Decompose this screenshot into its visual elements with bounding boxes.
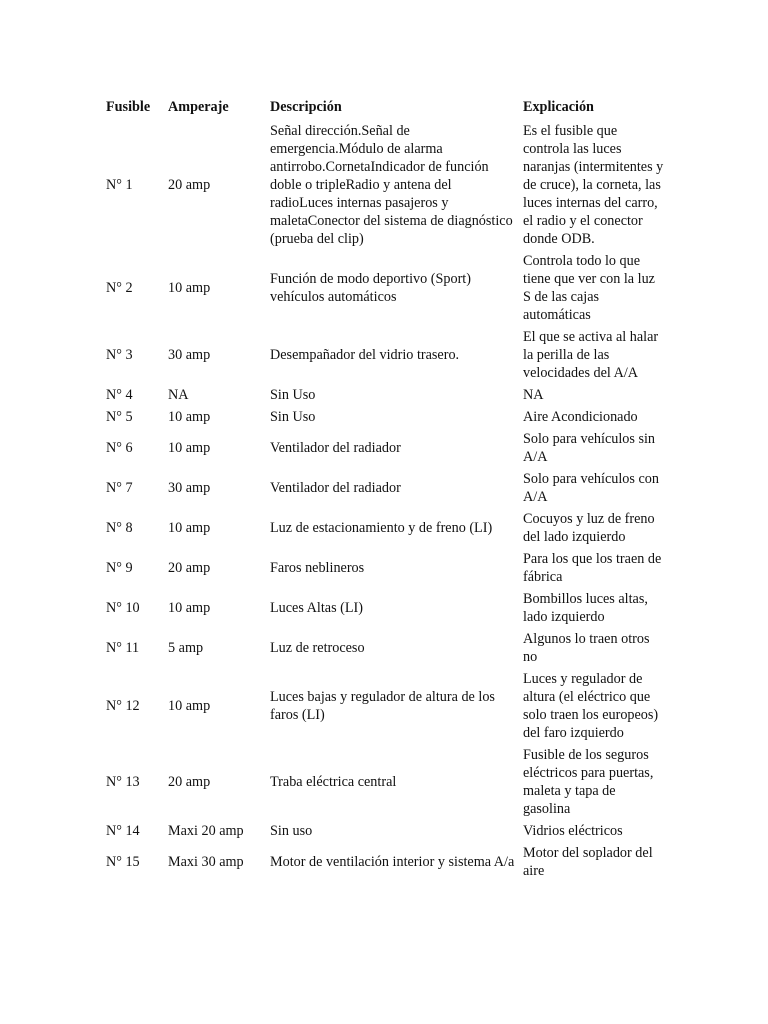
- cell-amp: 10 amp: [168, 409, 211, 425]
- cell-fuse: N° 7: [106, 480, 133, 496]
- table-row: [102, 548, 669, 588]
- cell-desc: Luz de retroceso: [270, 640, 365, 656]
- cell-fuse: N° 5: [106, 409, 133, 425]
- cell-amp: 10 amp: [168, 280, 211, 296]
- cell-amp: Maxi 20 amp: [168, 823, 244, 839]
- header-fusible: Fusible: [106, 99, 151, 115]
- cell-amp: 20 amp: [168, 177, 211, 193]
- table-row: [102, 428, 669, 468]
- cell-fuse: N° 11: [106, 640, 140, 656]
- table-row: [102, 384, 669, 406]
- cell-amp: 10 amp: [168, 698, 211, 714]
- header-amperaje: Amperaje: [168, 99, 229, 115]
- cell-desc: Sin Uso: [270, 387, 316, 403]
- cell-fuse: N° 6: [106, 440, 133, 456]
- cell-fuse: N° 15: [106, 854, 140, 870]
- fuse-table: [102, 94, 669, 882]
- cell-expl: Vidrios eléctricos: [523, 823, 623, 839]
- cell-amp: 5 amp: [168, 640, 204, 656]
- cell-fuse: N° 4: [106, 387, 133, 403]
- cell-amp: 30 amp: [168, 480, 211, 496]
- table-row: [102, 588, 669, 628]
- cell-fuse: N° 9: [106, 560, 133, 576]
- cell-desc: Traba eléctrica central: [270, 774, 397, 790]
- table-row: [102, 468, 669, 508]
- cell-desc: Desempañador del vidrio trasero.: [270, 347, 460, 363]
- cell-expl: Algunos lo traen otros no: [523, 631, 650, 665]
- table-row: [102, 668, 669, 744]
- cell-desc: Luces bajas y regulador de altura de los faros (LI): [270, 689, 495, 723]
- cell-amp: 10 amp: [168, 440, 211, 456]
- cell-amp: 20 amp: [168, 774, 211, 790]
- cell-expl: Para los que los traen de fábrica: [523, 551, 662, 585]
- table-row: [102, 744, 669, 820]
- cell-expl: NA: [523, 387, 544, 403]
- cell-expl: Luces y regulador de altura (el eléctrico que solo traen los europeos) del faro izquierdo: [523, 671, 659, 741]
- cell-expl: Solo para vehículos con A/A: [523, 471, 659, 505]
- cell-amp: 20 amp: [168, 560, 211, 576]
- cell-amp: NA: [168, 387, 189, 403]
- cell-fuse: N° 3: [106, 347, 133, 363]
- table-row: [102, 508, 669, 548]
- cell-expl: Motor del soplador del aire: [523, 845, 653, 879]
- cell-desc: Motor de ventilación interior y sistema A/a: [270, 854, 515, 870]
- cell-fuse: N° 13: [106, 774, 140, 790]
- cell-expl: Aire Acondicionado: [523, 409, 638, 425]
- cell-expl: Controla todo lo que tiene que ver con la luz S de las cajas automáticas: [523, 253, 655, 323]
- table-row: [102, 406, 669, 428]
- cell-expl: Bombillos luces altas, lado izquierdo: [523, 591, 648, 625]
- table-row: [102, 250, 669, 326]
- cell-expl: Fusible de los seguros eléctricos para puertas, maleta y tapa de gasolina: [523, 747, 654, 817]
- cell-expl: Solo para vehículos sin A/A: [523, 431, 656, 465]
- cell-fuse: N° 8: [106, 520, 133, 536]
- cell-expl: Es el fusible que controla las luces naranjas (intermitentes y de cruce), la corneta, las luces internas del carro, el radio y el conector donde ODB.: [523, 123, 664, 247]
- table-header-row: [102, 94, 669, 120]
- cell-amp: 30 amp: [168, 347, 211, 363]
- cell-desc: Sin uso: [270, 823, 313, 839]
- cell-amp: 10 amp: [168, 600, 211, 616]
- cell-desc: Faros neblineros: [270, 560, 365, 576]
- cell-amp: 10 amp: [168, 520, 211, 536]
- cell-desc: Luces Altas (LI): [270, 600, 363, 616]
- cell-fuse: N° 2: [106, 280, 133, 296]
- table-row: [102, 842, 669, 882]
- cell-desc: Ventilador del radiador: [270, 480, 401, 496]
- cell-desc: Ventilador del radiador: [270, 440, 401, 456]
- table-body: [102, 120, 669, 882]
- cell-desc: Función de modo deportivo (Sport) vehículos automáticos: [270, 271, 471, 305]
- cell-amp: Maxi 30 amp: [168, 854, 244, 870]
- header-descripcion: Descripción: [270, 99, 342, 115]
- cell-fuse: N° 12: [106, 698, 140, 714]
- cell-fuse: N° 14: [106, 823, 140, 839]
- cell-desc: Sin Uso: [270, 409, 316, 425]
- table-row: [102, 628, 669, 668]
- cell-desc: Luz de estacionamiento y de freno (LI): [270, 520, 493, 536]
- table-row: [102, 120, 669, 250]
- cell-fuse: N° 10: [106, 600, 140, 616]
- cell-desc: Señal dirección.Señal de emergencia.Módulo de alarma antirrobo.CornetaIndicador de función doble o tripleRadio y antena del radioLuces internas pasajeros y maletaConector del sistema de diagnóstico (prueba del clip): [270, 123, 513, 247]
- header-explicacion: Explicación: [523, 99, 594, 115]
- cell-fuse: N° 1: [106, 177, 133, 193]
- cell-expl: El que se activa al halar la perilla de las velocidades del A/A: [523, 329, 659, 381]
- table-row: [102, 820, 669, 842]
- cell-expl: Cocuyos y luz de freno del lado izquierdo: [523, 511, 655, 545]
- table-row: [102, 326, 669, 384]
